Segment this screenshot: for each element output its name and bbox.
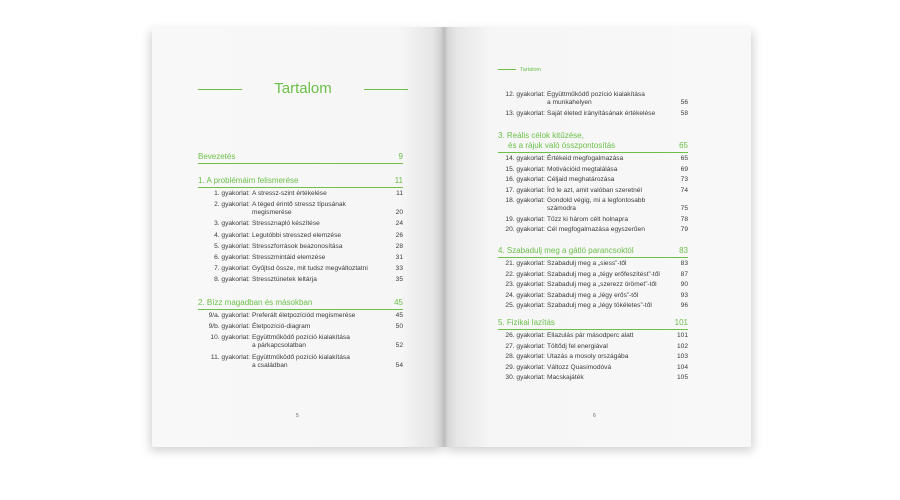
section-title: és a rájuk való összpontosítás [508, 141, 616, 150]
section-page: 45 [394, 298, 403, 307]
entry-page: 101 [676, 332, 688, 339]
toc-entry [498, 216, 688, 224]
entry-page: 31 [395, 253, 403, 261]
toc-entry [498, 187, 688, 195]
entry-page: 83 [680, 260, 688, 267]
entry-text: megismerése [252, 209, 292, 217]
section-rule [498, 152, 688, 153]
toc-entry [198, 254, 403, 262]
section-title: 3. Reális célok kitűzése, [498, 131, 584, 140]
entry-page: 69 [680, 165, 688, 173]
entry-page: 96 [680, 302, 688, 309]
entry-text: Gondold végig, mi a legfontosabb [547, 197, 646, 204]
entry-page: 20 [395, 209, 403, 217]
entry-text: Tűzz ki három célt holnapra [547, 215, 628, 223]
entry-label: 17. gyakorlat: [505, 186, 545, 194]
entry-label: 20. gyakorlat: [505, 226, 545, 234]
entry-label: 11. gyakorlat: [210, 353, 250, 361]
toc-entry [498, 91, 688, 107]
toc-entry [498, 271, 688, 279]
entry-page: 24 [395, 220, 403, 228]
section-title: Bevezetés [198, 152, 236, 161]
entry-page: 79 [680, 226, 688, 234]
right-page-number: 6 [593, 413, 596, 419]
entry-text: Szabadulj meg a „légy tökéletes”-től [547, 302, 652, 309]
entry-page: 103 [676, 353, 688, 360]
entry-label: 15. gyakorlat: [505, 165, 545, 173]
section-heading [198, 176, 403, 186]
entry-page: 78 [680, 215, 688, 223]
entry-page: 45 [395, 312, 403, 319]
toc-entry [498, 166, 688, 174]
entry-text: a munkahelyen [547, 99, 592, 107]
entry-text: Saját életed irányításának értékelése [547, 109, 656, 117]
entry-text: Stresszmintáid elemzése [252, 253, 326, 261]
entry-label: 14. gyakorlat: [505, 155, 545, 162]
entry-page: 54 [395, 361, 403, 369]
section-rule [498, 329, 688, 330]
entry-text: Motivációid megtalálása [547, 165, 618, 173]
toc-entry [498, 176, 688, 184]
section-rule [198, 187, 403, 188]
section-page: 65 [679, 141, 688, 150]
entry-label: 9/b. gyakorlat: [208, 323, 250, 331]
entry-text: Együttműködő pozíció kialakítása [252, 334, 350, 342]
entry-text: Írd le azt, amit valóban szeretnél [547, 186, 642, 194]
toc-entry [198, 220, 403, 228]
entry-text: A stressz-szint értékelése [252, 190, 327, 197]
entry-text: Preferált életpozíciód megismerése [252, 312, 356, 319]
toc-entry [498, 281, 688, 289]
entry-page: 28 [395, 242, 403, 250]
entry-label: 3. gyakorlat: [214, 220, 250, 228]
entry-page: 102 [676, 342, 688, 350]
entry-text: Ellazulás pár másodperc alatt [547, 332, 634, 339]
entry-text: A téged érintő stressz típusának [252, 201, 346, 209]
entry-page: 58 [680, 109, 688, 117]
toc-title: Tartalom [274, 80, 332, 97]
section-page: 9 [398, 152, 403, 161]
entry-text: Szabadulj meg a „légy erős”-től [547, 291, 639, 299]
running-header-text: Tartalom [520, 67, 542, 73]
entry-text: Szabadulj meg a „siess”-től [547, 260, 627, 267]
section-page: 11 [394, 176, 403, 185]
toc-entry [198, 265, 403, 273]
entry-text: Utazás a mosoly országába [547, 353, 629, 360]
entry-label: 8. gyakorlat: [214, 275, 250, 283]
book-gutter [441, 27, 447, 447]
section-page: 101 [674, 318, 688, 327]
running-header-rule [498, 69, 516, 70]
entry-label: 9/a. gyakorlat: [208, 312, 250, 319]
entry-page: 65 [680, 155, 688, 162]
entry-text: Együttműködő pozíció kialakítása [547, 91, 645, 98]
section-heading [498, 318, 688, 328]
entry-label: 18. gyakorlat: [505, 197, 545, 204]
entry-label: 28. gyakorlat: [505, 353, 545, 360]
entry-text: a párkapcsolatban [252, 342, 306, 350]
section-heading [198, 298, 403, 308]
toc-entry [498, 302, 688, 310]
entry-page: 105 [676, 374, 688, 381]
entry-label: 19. gyakorlat: [505, 215, 545, 223]
section-heading [498, 131, 688, 151]
entry-text: Töltődj fel energiával [547, 342, 608, 350]
entry-page: 52 [395, 342, 403, 350]
toc-entry [498, 292, 688, 300]
entry-text: Céljaid meghatározása [547, 176, 615, 183]
entry-label: 29. gyakorlat: [505, 363, 545, 371]
section-title: 1. A problémáim felismerése [198, 176, 299, 185]
entry-page: 56 [680, 99, 688, 107]
section-page: 83 [679, 246, 688, 255]
toc-entry [498, 353, 688, 361]
entry-page: 11 [396, 190, 403, 197]
section-title: 5. Fizikai lazítás [498, 318, 555, 327]
entry-text: Szabadulj meg a „tégy erőfeszítést”-től [547, 270, 660, 278]
toc-title-block [198, 80, 408, 100]
entry-label: 13. gyakorlat: [505, 109, 545, 117]
entry-label: 24. gyakorlat: [505, 291, 545, 299]
entry-text: Stressznapló készítése [252, 220, 320, 228]
toc-entry [198, 243, 403, 251]
section-title: 2. Bízz magadban és másokban [198, 298, 313, 307]
section-title: 4. Szabadulj meg a gátló parancsoktól [498, 246, 634, 255]
entry-page: 35 [395, 275, 403, 283]
section-rule [198, 163, 403, 164]
entry-label: 4. gyakorlat: [214, 231, 250, 239]
entry-label: 21. gyakorlat: [505, 260, 545, 267]
title-rule-right [364, 89, 408, 90]
entry-page: 75 [680, 205, 688, 213]
toc-entry [198, 334, 403, 350]
entry-text: Cél megfogalmazása egyszerűen [547, 226, 645, 234]
entry-page: 87 [680, 270, 688, 278]
entry-label: 26. gyakorlat: [505, 332, 545, 339]
entry-text: Szabadulj meg a „szerezz örömet”-től [547, 281, 657, 288]
section-heading [198, 152, 403, 162]
entry-text: Macskajáték [547, 374, 584, 381]
toc-entry [498, 374, 688, 382]
entry-label: 30. gyakorlat: [505, 374, 545, 381]
entry-text: Változz Quasimodóvá [547, 363, 612, 371]
section-rule [198, 309, 403, 310]
toc-entry [498, 110, 688, 118]
toc-entry [498, 155, 688, 163]
entry-text: Együttműködő pozíció kialakítása [252, 353, 350, 361]
entry-label: 5. gyakorlat: [214, 242, 250, 250]
entry-page: 104 [676, 363, 688, 371]
section-heading [498, 246, 688, 256]
entry-label: 2. gyakorlat: [214, 201, 250, 209]
toc-entry [498, 197, 688, 213]
entry-page: 50 [395, 323, 403, 331]
right-page [444, 27, 751, 447]
entry-label: 22. gyakorlat: [505, 270, 545, 278]
entry-text: számodra [547, 205, 576, 213]
toc-entry [198, 201, 403, 217]
toc-entry [498, 226, 688, 234]
entry-label: 27. gyakorlat: [505, 342, 545, 350]
toc-entry [498, 364, 688, 372]
section-rule [498, 257, 688, 258]
toc-entry [498, 260, 688, 268]
toc-entry [198, 312, 403, 320]
entry-label: 16. gyakorlat: [505, 176, 545, 183]
entry-page: 26 [395, 231, 403, 239]
toc-entry [498, 332, 688, 340]
entry-text: Értékeid megfogalmazása [547, 155, 624, 162]
entry-text: Gyűjtsd össze, mit tudsz megváltoztatni [252, 264, 368, 272]
entry-label: 1. gyakorlat: [214, 190, 250, 197]
entry-page: 73 [680, 176, 688, 183]
running-header [498, 67, 541, 73]
entry-page: 93 [680, 291, 688, 299]
entry-text: Legutóbbi stresszed elemzése [252, 231, 342, 239]
toc-entry [198, 232, 403, 240]
entry-text: a családban [252, 361, 288, 369]
entry-label: 25. gyakorlat: [505, 302, 545, 309]
entry-text: Stresszforrások beazonosítása [252, 242, 343, 250]
entry-label: 10. gyakorlat: [210, 334, 250, 342]
entry-page: 33 [395, 264, 403, 272]
left-page-number: 5 [296, 413, 299, 419]
entry-label: 6. gyakorlat: [214, 253, 250, 261]
toc-entry [198, 276, 403, 284]
entry-page: 90 [680, 281, 688, 288]
entry-text: Életpozíció-diagram [252, 323, 311, 331]
toc-entry [198, 354, 403, 370]
toc-entry [198, 323, 403, 331]
entry-text: Stressztünetek leltárja [252, 275, 317, 283]
entry-label: 7. gyakorlat: [214, 264, 250, 272]
toc-entry [498, 343, 688, 351]
toc-entry [198, 190, 403, 198]
entry-page: 74 [680, 186, 688, 194]
entry-label: 12. gyakorlat: [505, 91, 545, 98]
entry-label: 23. gyakorlat: [505, 281, 545, 288]
